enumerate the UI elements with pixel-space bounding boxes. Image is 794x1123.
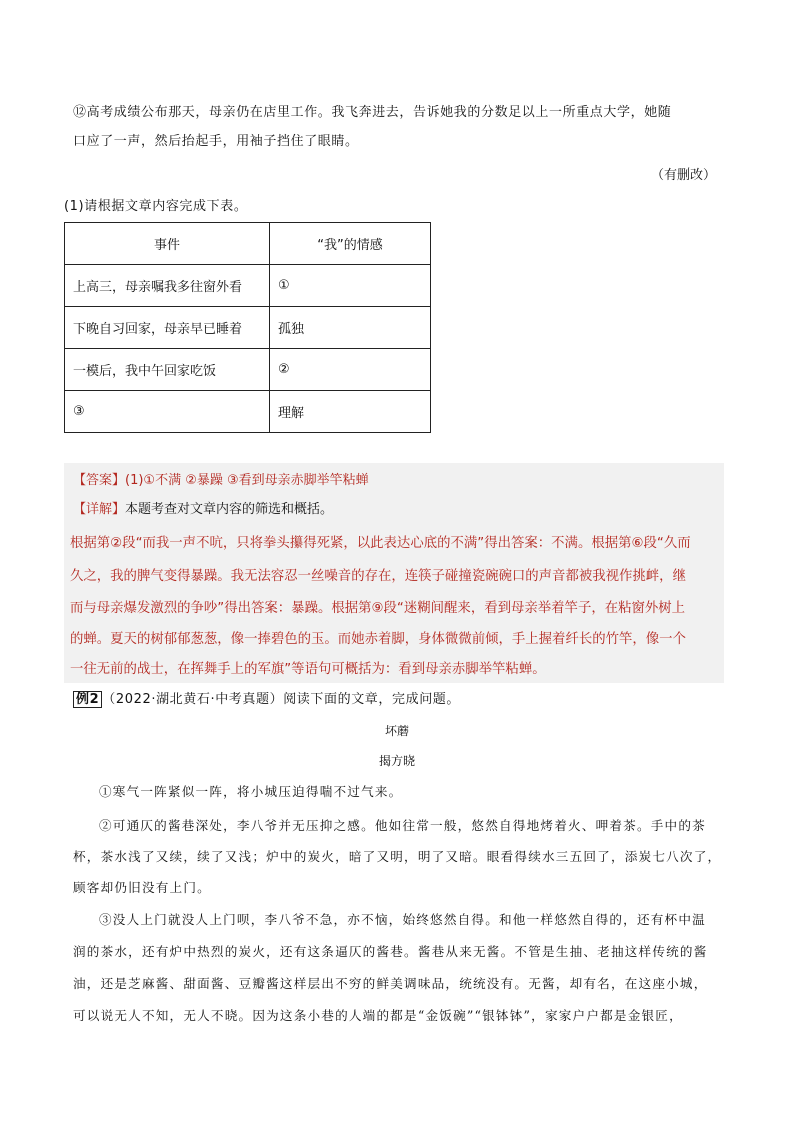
table-row bbox=[65, 307, 431, 349]
question-1-prompt: (1)请根据文章内容完成下表。 bbox=[64, 199, 248, 214]
detail-line: 的蝉。夏天的树郁郁葱葱，像一捧碧色的玉。而她赤着脚，身体微微前倾，手上握着纤长的竹竿，像一个 bbox=[70, 632, 686, 647]
article-line: 润的茶水，还有炉中热烈的炭火，还有这条逼仄的酱巷。酱巷从来无酱。不管是生抽、老抽这样传统的酱 bbox=[73, 944, 708, 959]
table-row bbox=[65, 391, 431, 433]
example-2-text: （2022·湖北黄石·中考真题）阅读下面的文章，完成问题。 bbox=[102, 692, 460, 707]
table-header-row bbox=[65, 223, 431, 265]
article-line: 可以说无人不知，无人不晓。因为这条小巷的人端的都是“金饭碗”“银钵钵”，家家户户都是金银匠， bbox=[73, 1008, 683, 1023]
article-author: 揭方晓 bbox=[378, 754, 415, 768]
detail-intro: 本题考查对文章内容的筛选和概括。 bbox=[125, 502, 334, 517]
table-header-emotion: “我”的情感 bbox=[270, 223, 431, 265]
detail-line: 一往无前的战士，在挥舞手上的军旗”等语句可概括为：看到母亲赤脚举竿粘蝉。 bbox=[70, 662, 546, 677]
answer-line bbox=[73, 468, 369, 494]
table-cell-emotion: ② bbox=[270, 349, 431, 391]
table-cell-event: ③ bbox=[65, 391, 270, 433]
table-cell-event: 一模后，我中午回家吃饭 bbox=[65, 349, 270, 391]
article-line: ③没人上门就没人上门呗，李八爷不急，亦不恼，始终悠然自得。和他一样悠然自得的，还有杯中温 bbox=[99, 912, 706, 927]
table-header-event: 事件 bbox=[65, 223, 270, 265]
edited-note: （有删改） bbox=[650, 168, 716, 183]
example-2-heading bbox=[73, 685, 460, 714]
table-cell-emotion: 孤独 bbox=[270, 307, 431, 349]
table-cell-event: 上高三，母亲嘱我多往窗外看 bbox=[65, 265, 270, 307]
table-row bbox=[65, 265, 431, 307]
article-line: ②可通仄的酱巷深处，李八爷并无压抑之感。他如往常一般，悠然自得地烤着火、呷着茶。手中的茶 bbox=[99, 818, 706, 833]
answer-tag: 【答案】 bbox=[73, 473, 126, 488]
article-line: 顾客却仍旧没有上门。 bbox=[73, 880, 211, 895]
article-line: 杯，茶水浅了又续，续了又浅；炉中的炭火，暗了又明，明了又暗。眼看得续水三五回了，添炭七八次了， bbox=[73, 849, 722, 864]
article-title: 坏蘑 bbox=[384, 724, 409, 738]
paragraph-12-line-2: 口应了一声，然后抬起手，用袖子挡住了眼睛。 bbox=[73, 134, 359, 149]
table-cell-event: 下晚自习回家，母亲早已睡着 bbox=[65, 307, 270, 349]
example-2-label: 例2 bbox=[73, 691, 102, 708]
table-row bbox=[65, 349, 431, 391]
detail-line: 根据第②段“而我一声不吭，只将拳头攥得死紧，以此表达心底的不满”得出答案：不满。根据第⑥段“久而 bbox=[70, 536, 691, 551]
answer-text: (1)①不满 ②暴躁 ③看到母亲赤脚举竿粘蝉 bbox=[125, 473, 369, 488]
table-cell-emotion: ① bbox=[270, 265, 431, 307]
events-table bbox=[64, 222, 431, 433]
detail-line: 久之，我的脾气变得暴躁。我无法容忍一丝噪音的存在，连筷子碰撞瓷碗碗口的声音都被我视作挑衅，继 bbox=[70, 569, 686, 584]
detail-intro-line bbox=[73, 497, 333, 523]
paragraph-12-line-1: ⑫高考成绩公布那天，母亲仍在店里工作。我飞奔进去，告诉她我的分数足以上一所重点大学，她随 bbox=[73, 105, 672, 120]
detail-line: 而与母亲爆发激烈的争吵”得出答案：暴躁。根据第⑨段“迷糊间醒来，看到母亲举着竿子，在粘窗外树上 bbox=[70, 601, 686, 616]
table-cell-emotion: 理解 bbox=[270, 391, 431, 433]
detail-tag: 【详解】 bbox=[73, 502, 126, 517]
article-line: ①寒气一阵紧似一阵，将小城压迫得喘不过气来。 bbox=[99, 784, 403, 799]
article-line: 油，还是芝麻酱、甜面酱、豆瓣酱这样层出不穷的鲜美调味品，统统没有。无酱，却有名，在这座小城， bbox=[73, 976, 708, 991]
